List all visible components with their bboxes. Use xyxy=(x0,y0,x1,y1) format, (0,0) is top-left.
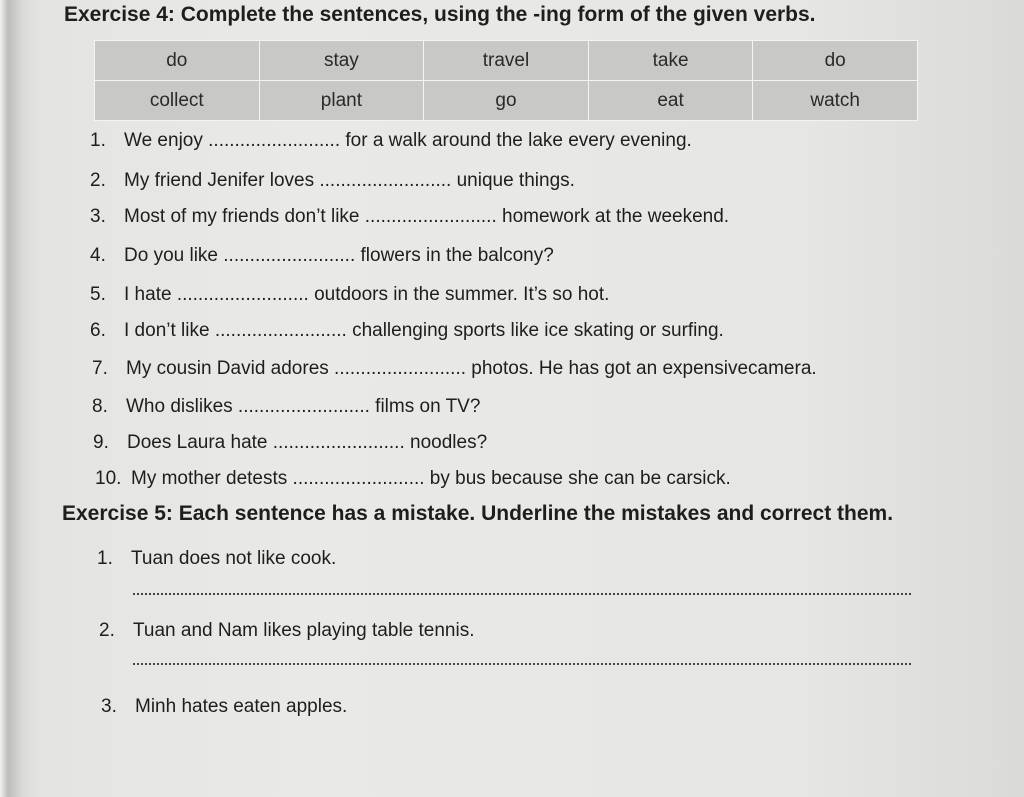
item-text: Who dislikes ......................... films on TV? xyxy=(126,396,481,417)
exercise-5-item xyxy=(97,548,336,570)
item-text: My mother detests ......................... by bus because she can be carsick. xyxy=(131,468,731,489)
exercise-5-title: Exercise 5: Each sentence has a mistake. Underline the mistakes and correct them. xyxy=(62,502,894,525)
verb-cell: collect xyxy=(95,81,260,121)
item-text: My friend Jenifer loves ......................... unique things. xyxy=(124,170,575,191)
verb-cell: travel xyxy=(424,41,589,81)
verb-cell: plant xyxy=(259,81,424,121)
exercise-4-item xyxy=(90,206,729,228)
exercise-4-item xyxy=(90,170,575,192)
item-text: Does Laura hate ......................... noodles? xyxy=(127,432,488,453)
item-number: 6. xyxy=(90,320,106,341)
exercise-4-item xyxy=(90,320,724,342)
item-number: 1. xyxy=(97,548,113,569)
answer-dotted-line[interactable] xyxy=(133,593,911,595)
item-number: 9. xyxy=(93,432,109,453)
item-text: Tuan does not like cook. xyxy=(131,548,337,569)
exercise-4-item xyxy=(95,468,731,490)
item-text: Most of my friends don’t like ......................... homework at the weekend. xyxy=(124,206,730,227)
item-text: I don’t like ......................... challenging sports like ice skating or surfing. xyxy=(124,320,724,341)
verb-cell: go xyxy=(424,81,589,121)
verb-cell: do xyxy=(753,41,918,81)
exercise-4-item xyxy=(92,396,480,418)
item-number: 3. xyxy=(90,206,106,227)
item-text: Minh hates eaten apples. xyxy=(135,696,348,717)
exercise-4-title: Exercise 4: Complete the sentences, using the -ing form of the given verbs. xyxy=(64,3,816,26)
verb-table xyxy=(94,40,918,121)
verb-cell: stay xyxy=(259,41,424,81)
item-number: 8. xyxy=(92,396,108,417)
exercise-4-item xyxy=(90,245,554,267)
item-text: My cousin David adores ......................... photos. He has got an expensivecamera. xyxy=(126,358,817,379)
exercise-4-item xyxy=(93,432,487,454)
answer-dotted-line[interactable] xyxy=(133,663,911,665)
item-number: 7. xyxy=(92,358,108,379)
exercise-4-item xyxy=(92,358,817,380)
item-text: We enjoy ......................... for a walk around the lake every evening. xyxy=(124,130,692,151)
item-text: Do you like ......................... flowers in the balcony? xyxy=(124,245,554,266)
exercise-4-item xyxy=(90,284,609,306)
verb-cell: eat xyxy=(588,81,753,121)
verb-table-row xyxy=(95,41,918,81)
exercise-4-item xyxy=(90,130,692,152)
item-number: 3. xyxy=(101,696,117,717)
page-binding-edge xyxy=(0,0,22,797)
item-number: 10. xyxy=(95,468,122,489)
verb-cell: watch xyxy=(753,81,918,121)
item-text: I hate ......................... outdoors in the summer. It’s so hot. xyxy=(124,284,610,305)
item-number: 1. xyxy=(90,130,106,151)
item-number: 4. xyxy=(90,245,106,266)
item-number: 2. xyxy=(90,170,106,191)
item-number: 2. xyxy=(99,620,115,641)
exercise-5-item xyxy=(99,620,475,642)
item-number: 5. xyxy=(90,284,106,305)
item-text: Tuan and Nam likes playing table tennis. xyxy=(133,620,475,641)
exercise-5-item xyxy=(101,696,347,718)
verb-cell: do xyxy=(95,41,260,81)
verb-cell: take xyxy=(588,41,753,81)
verb-table-row xyxy=(95,81,918,121)
